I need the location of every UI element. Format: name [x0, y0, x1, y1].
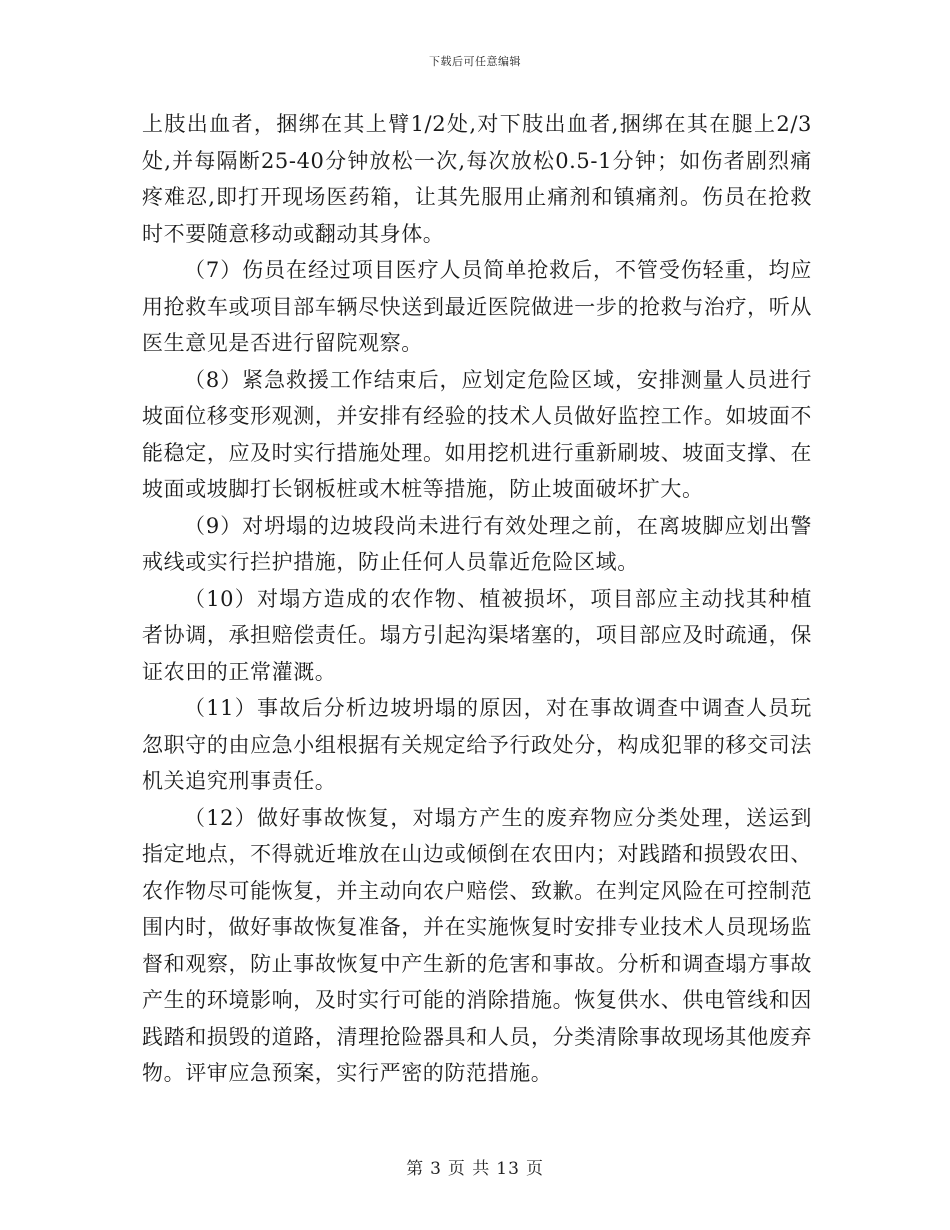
current-page-number: 3	[430, 1159, 442, 1179]
paragraph-item-9: （9）对坍塌的边坡段尚未进行有效处理之前，在离坡脚应划出警戒线或实行拦护措施，防止任何人员靠近危险区域。	[142, 513, 812, 574]
paragraph-item-12: （12）做好事故恢复，对塌方产生的废弃物应分类处理，送运到指定地点，不得就近堆放在山边或倾倒在农田内；对践踏和损毁农田、农作物尽可能恢复，并主动向农户赔偿、致歉。在判定风险在可控制范围内时，做好事故恢复准备，并在实施恢复时安排专业技术人员现场监督和观察，防止事故恢复中产生新的危害和事故。分析和调查塌方事故产生的环境影响，及时实行可能的消除措施。恢复供水、供电管线和因践踏和损毁的道路，清理抢险器具和人员，分类清除事故现场其他废弃物。评审应急预案，实行严密的防范措施。	[142, 805, 812, 1085]
total-pages-number: 13	[496, 1159, 520, 1179]
paragraph-item-10: （10）对塌方造成的农作物、植被损坏，项目部应主动找其种植者协调，承担赔偿责任。塌方引起沟渠堵塞的，项目部应及时疏通，保证农田的正常灌溉。	[142, 586, 812, 684]
page-footer	[0, 1154, 950, 1179]
footer-middle: 页 共	[447, 1159, 491, 1179]
paragraph-continuation: 上肢出血者，捆绑在其上臂1/2处,对下肢出血者,捆绑在其在腿上2/3处,并每隔断25-40分钟放松一次,每次放松0.5-1分钟；如伤者剧烈痛疼难忍,即打开现场医药箱，让其先服用止痛剂和镇痛剂。伤员在抢救时不要随意移动或翻动其身体。	[142, 112, 812, 246]
paragraph-item-7: （7）伤员在经过项目医疗人员简单抢救后，不管受伤轻重，均应用抢救车或项目部车辆尽快送到最近医院做进一步的抢救与治疗，听从医生意见是否进行留院观察。	[142, 258, 812, 355]
document-body	[142, 106, 812, 1092]
footer-prefix: 第	[406, 1159, 425, 1179]
footer-suffix: 页	[525, 1159, 544, 1179]
page-header: 下载后可任意编辑	[429, 55, 521, 68]
paragraph-item-11: （11）事故后分析边坡坍塌的原因，对在事故调查中调查人员玩忽职守的由应急小组根据有关规定给予行政处分，构成犯罪的移交司法机关追究刑事责任。	[142, 696, 812, 793]
paragraph-item-8: （8）紧急救援工作结束后，应划定危险区域，安排测量人员进行坡面位移变形观测，并安排有经验的技术人员做好监控工作。如坡面不能稳定，应及时实行措施处理。如用挖机进行重新刷坡、坡面支撑、在坡面或坡脚打长钢板桩或木桩等措施，防止坡面破坏扩大。	[142, 367, 812, 501]
